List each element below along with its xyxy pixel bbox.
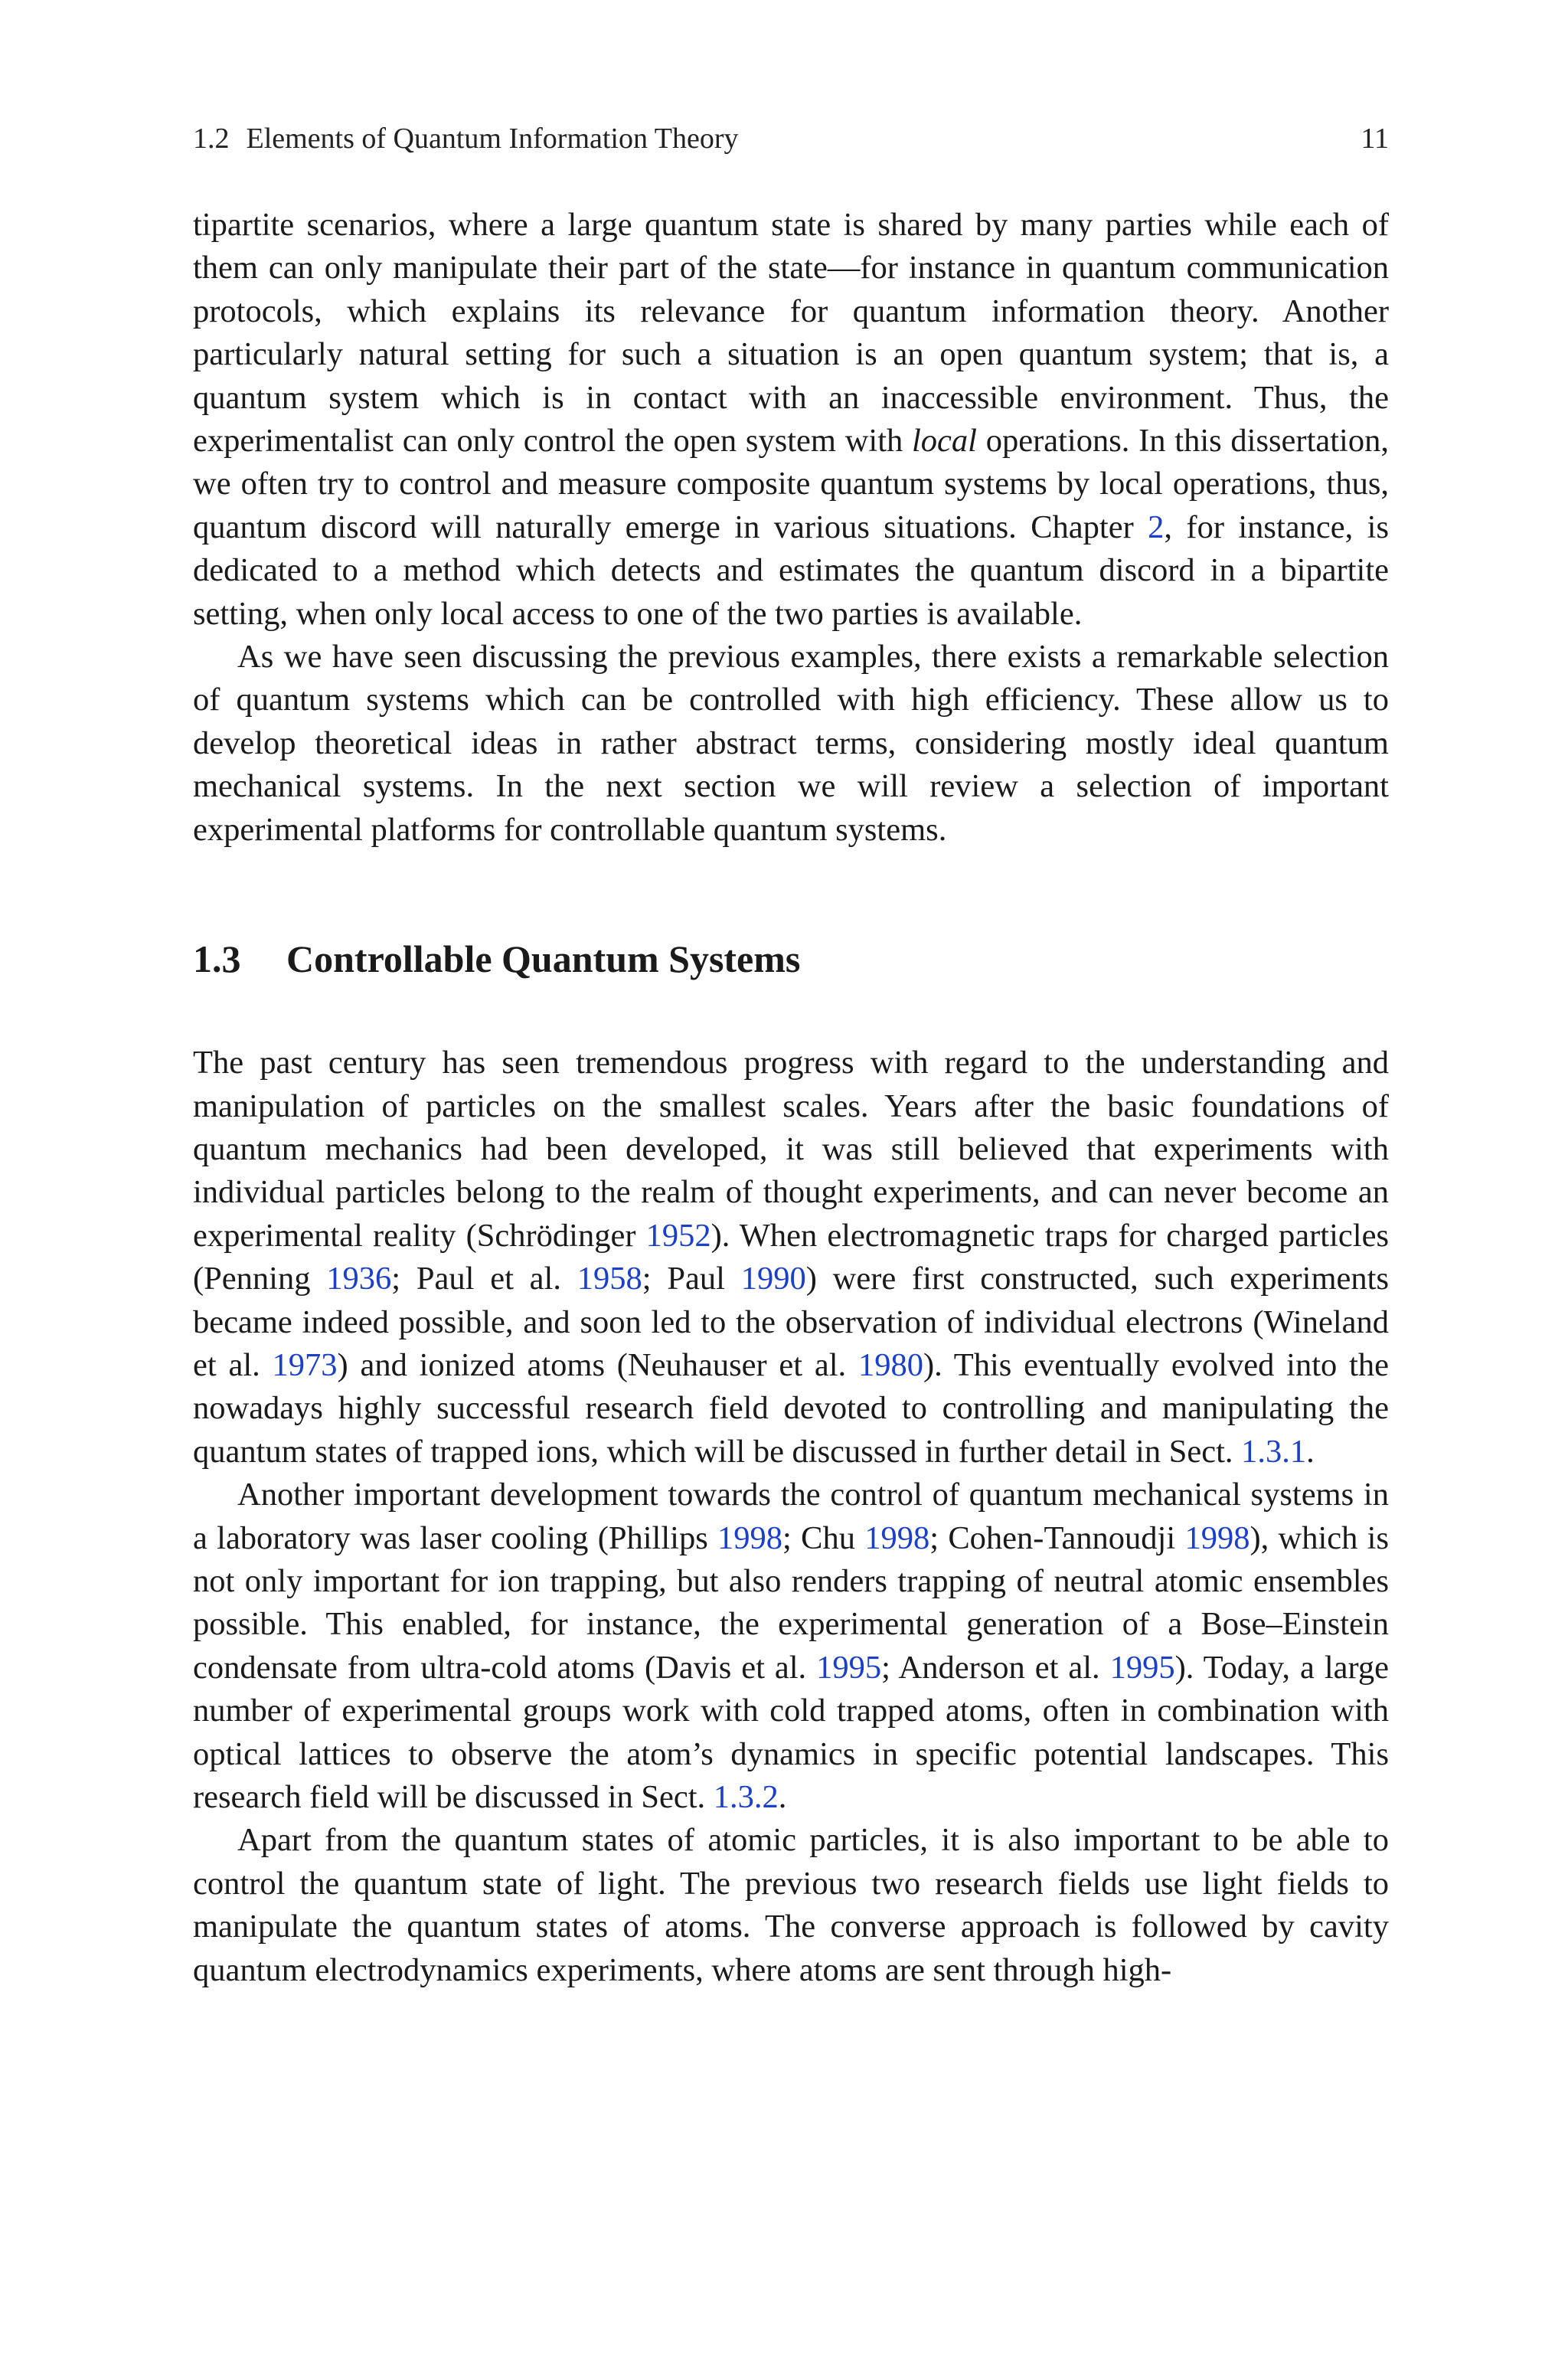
text-run: operations. In this dissertation, we often try to control and measure composite quantum systems by local operations, thus, quantum discord will naturally emerge in various situations. Chapter bbox=[193, 423, 1389, 545]
section-number: 1.3 bbox=[193, 937, 241, 981]
citation-link[interactable]: 1995 bbox=[1109, 1649, 1175, 1686]
running-head-left bbox=[193, 121, 739, 156]
paragraph-1 bbox=[193, 204, 1389, 636]
text-run: Another important development towards the control of quantum mechanical systems in a laboratory was laser cooling (Phillips bbox=[193, 1477, 1389, 1556]
text-run: ). Today, a large number of experimental groups work with cold trapped atoms, often in combination with optical lattices to observe the atom’s dynamics in specific potential landscapes. This research field will be discussed in Sect. bbox=[193, 1649, 1389, 1815]
paragraph-2: As we have seen discussing the previous examples, there exists a remarkable selection of quantum systems which can be controlled with high efficiency. These allow us to develop theoretical ideas in rather abstract terms, considering mostly ideal quantum mechanical systems. In the next section we will review a selection of important experimental platforms for controllable quantum systems. bbox=[193, 639, 1389, 848]
running-head-section-title: Elements of Quantum Information Theory bbox=[246, 123, 739, 155]
text-run: The past century has seen tremendous progress with regard to the understanding and manipulation of particles on the smallest scales. Years after the basic foundations of quantum mechanics had been developed, it was still believed that experiments with individual particles belong to the realm of thought experiments, and can never become an experimental reality (Schrödinger bbox=[193, 1045, 1389, 1254]
text-run: ) were first constructed, such experiments became indeed possible, and soon led to the observation of individual electrons (Wineland et al. bbox=[193, 1261, 1389, 1383]
text-run: . bbox=[778, 1779, 787, 1815]
text-run: , for instance, is dedicated to a method which detects and estimates the quantum discord in a bipartite setting, when only local access to one of the two parties is available. bbox=[193, 509, 1389, 632]
emphasis-local: local bbox=[912, 423, 977, 460]
citation-link[interactable]: 1980 bbox=[858, 1346, 923, 1383]
section-link[interactable]: 1.3.2 bbox=[713, 1779, 779, 1815]
text-run: ), which is not only important for ion trapping, but also renders trapping of neutral atomic ensembles possible. This enabled, for instance, the experimental generation of a Bose–Einstein condensate from ultra-cold atoms (Davis et al. bbox=[193, 1519, 1389, 1686]
chapter-link[interactable]: 2 bbox=[1148, 509, 1165, 545]
running-head bbox=[193, 115, 1389, 168]
running-head-section-number: 1.2 bbox=[193, 123, 230, 155]
citation-link[interactable]: 1952 bbox=[645, 1217, 711, 1254]
citation-link[interactable]: 1998 bbox=[1184, 1519, 1250, 1556]
section-heading bbox=[193, 936, 1389, 982]
text-run: ; Paul bbox=[642, 1261, 741, 1297]
text-run: ; Anderson et al. bbox=[881, 1649, 1110, 1686]
section-link[interactable]: 1.3.1 bbox=[1241, 1433, 1307, 1470]
text-run: ; Paul et al. bbox=[391, 1261, 577, 1297]
citation-link[interactable]: 1958 bbox=[577, 1261, 642, 1297]
text-run: . bbox=[1306, 1433, 1315, 1470]
text-run: ). When electromagnetic traps for charged particles (Penning bbox=[193, 1217, 1389, 1297]
text-run: ; Cohen-Tannoudji bbox=[929, 1519, 1185, 1556]
text-run: ) and ionized atoms (Neuhauser et al. bbox=[337, 1346, 858, 1383]
text-run: ; Chu bbox=[782, 1519, 865, 1556]
citation-link[interactable]: 1973 bbox=[272, 1346, 338, 1383]
paragraph-4 bbox=[193, 1474, 1389, 1819]
citation-link[interactable]: 1936 bbox=[326, 1261, 392, 1297]
text-run: ). This eventually evolved into the nowadays highly successful research field devoted to controlling and manipulating the quantum states of trapped ions, which will be discussed in further detail in Sect. bbox=[193, 1346, 1389, 1470]
citation-link[interactable]: 1995 bbox=[816, 1649, 882, 1686]
paragraph-5: Apart from the quantum states of atomic particles, it is also important to be able to control the quantum state of light. The previous two research fields use light fields to manipulate the quantum states of atoms. The converse approach is followed by cavity quantum electrodynamics experiments, where atoms are sent through high- bbox=[193, 1822, 1389, 1988]
citation-link[interactable]: 1998 bbox=[717, 1519, 783, 1556]
paragraph-3 bbox=[193, 1042, 1389, 1474]
page-number: 11 bbox=[1361, 123, 1389, 155]
text-run: tipartite scenarios, where a large quantum state is shared by many parties while each of them can only manipulate their part of the state—for instance in quantum communication protocols, which explains its relevance for quantum information theory. Another particularly natural setting for such a situation is an open quantum system; that is, a quantum system which is in contact with an inaccessible environment. Thus, the experimentalist can only control the open system with bbox=[193, 207, 1389, 460]
citation-link[interactable]: 1998 bbox=[864, 1519, 930, 1556]
body-text bbox=[193, 204, 1389, 1992]
citation-link[interactable]: 1990 bbox=[740, 1261, 806, 1297]
section-title: Controllable Quantum Systems bbox=[286, 937, 801, 981]
page bbox=[193, 115, 1389, 1992]
